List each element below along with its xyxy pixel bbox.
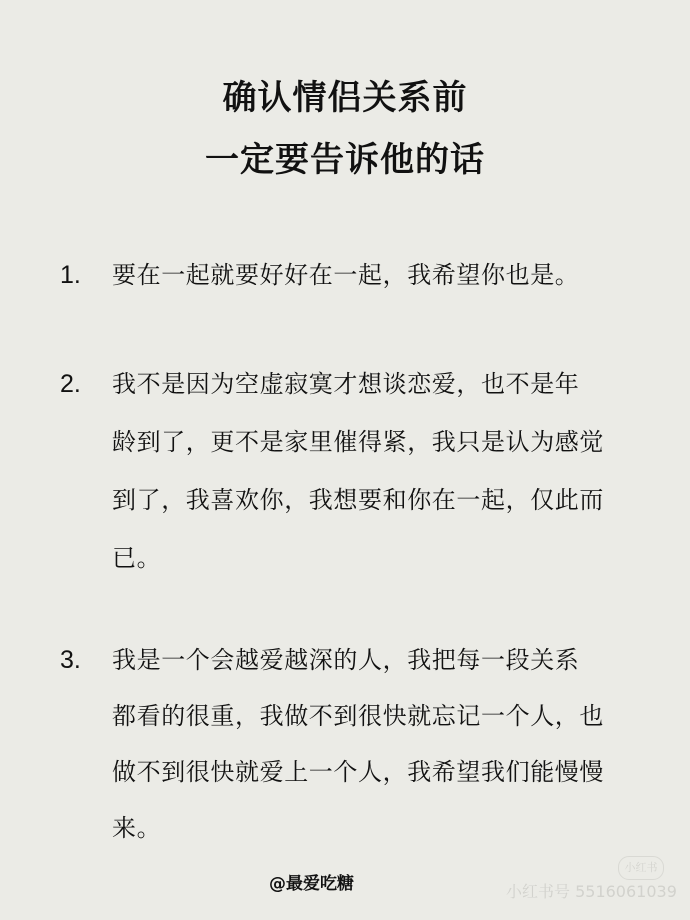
item-text-line: 我是一个会越爱越深的人，我把每一段关系 (112, 646, 580, 674)
item-text-line: 要在一起就要好好在一起，我希望你也是。 (112, 261, 580, 289)
brand-logo: 小红书 (618, 856, 664, 880)
item-number: 1. (60, 261, 81, 289)
item-text-line: 都看的很重，我做不到很快就忘记一个人，也 (112, 702, 604, 730)
item-text-line: 到了，我喜欢你，我想要和你在一起，仅此而 (112, 486, 604, 514)
item-number: 2. (60, 370, 81, 398)
item-text-line: 来。 (112, 814, 162, 842)
author-handle: @最爱吃糖 (269, 874, 354, 894)
page-title-line-2: 一定要告诉他的话 (205, 140, 485, 180)
watermark-id: 小红书号 5516061039 (506, 882, 677, 901)
item-text-line: 龄到了，更不是家里催得紧，我只是认为感觉 (112, 428, 604, 456)
item-text-line: 我不是因为空虚寂寞才想谈恋爱，也不是年 (112, 370, 580, 398)
page-title-line-1: 确认情侣关系前 (222, 78, 468, 118)
item-text-line: 做不到很快就爱上一个人，我希望我们能慢慢 (112, 758, 604, 786)
item-text-line: 已。 (112, 544, 162, 572)
item-number: 3. (60, 646, 81, 674)
